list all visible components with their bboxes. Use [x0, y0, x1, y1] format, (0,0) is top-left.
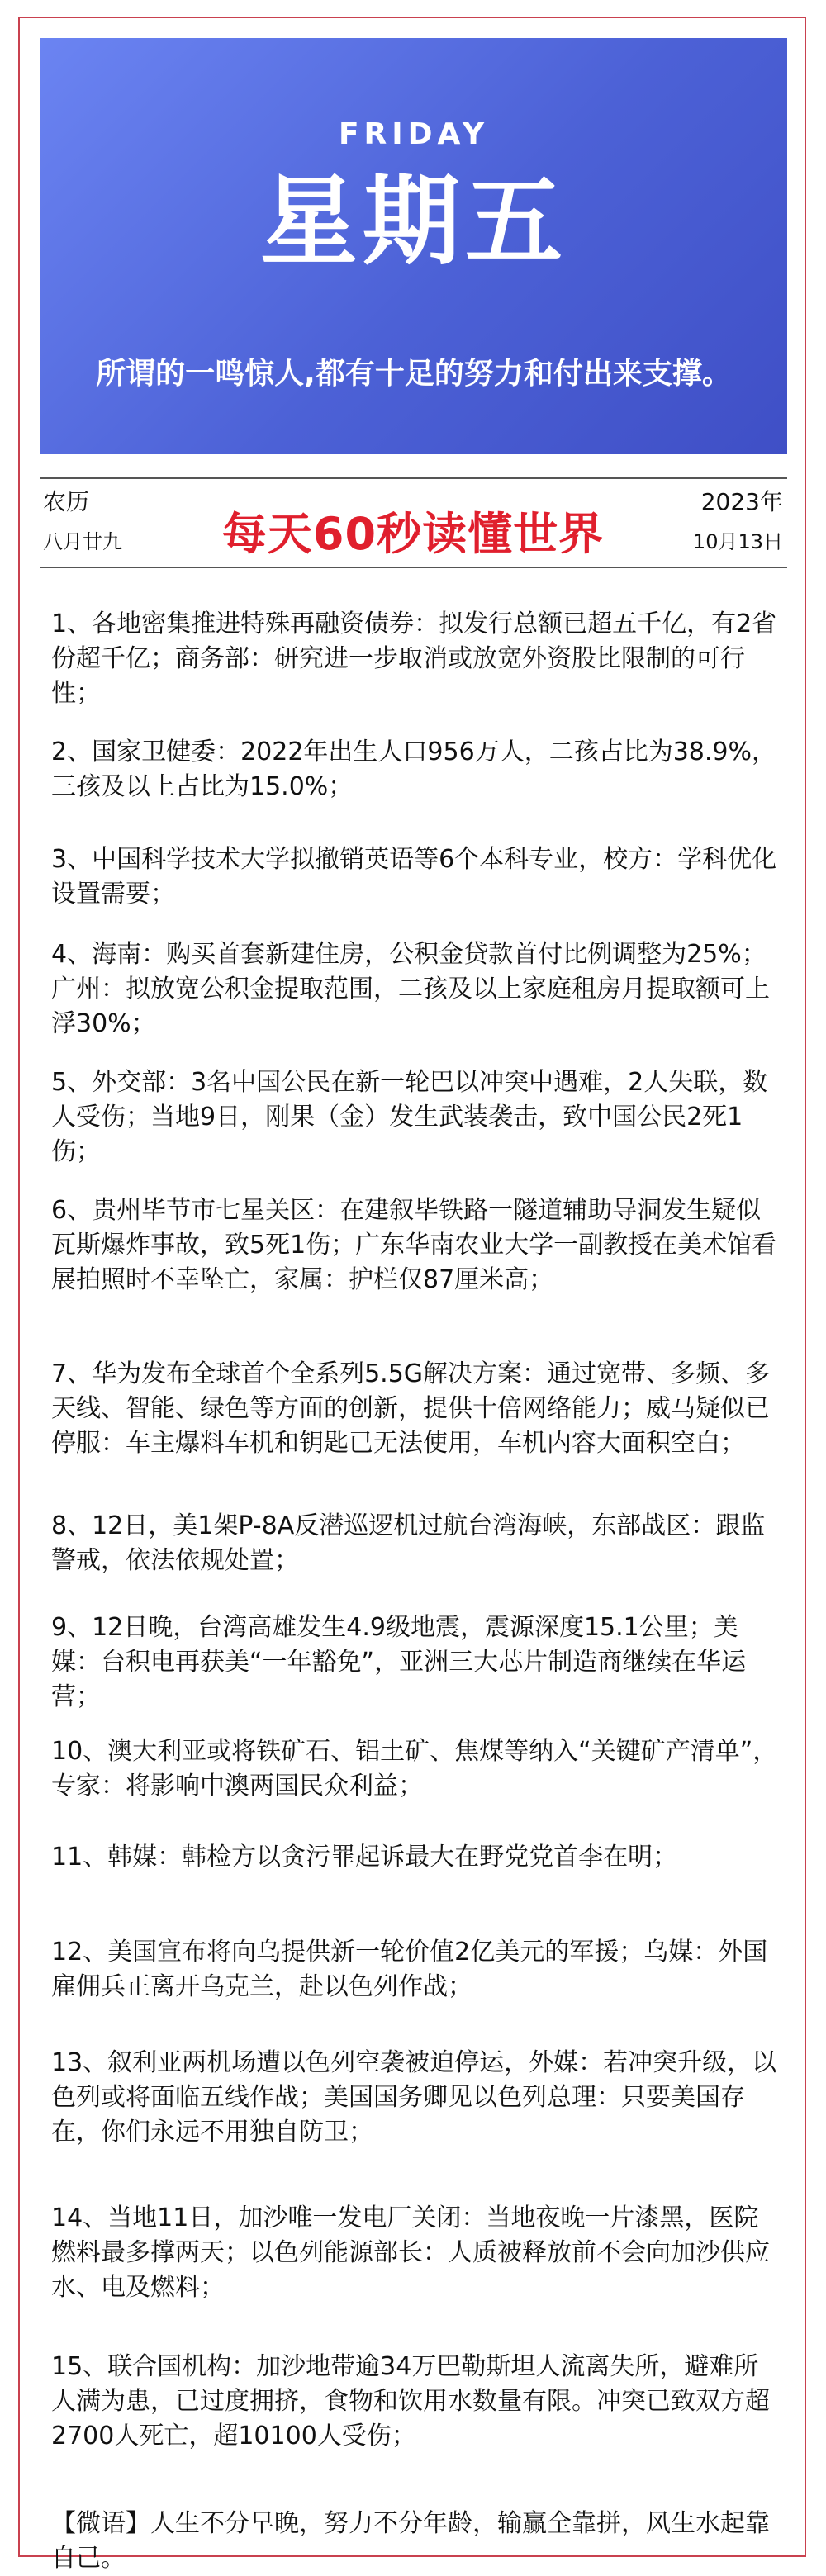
news-item: 3、中国科学技术大学拟撤销英语等6个本科专业，校方：学科优化设置需要；: [51, 845, 777, 908]
month-day: 10月13日: [692, 530, 783, 553]
news-item: 10、澳大利亚或将铁矿石、铝土矿、焦煤等纳入“关键矿产清单”，专家：将影响中澳两国民众利益；: [51, 1737, 778, 1800]
lunar-label: 农历: [43, 488, 90, 515]
news-item: 15、联合国机构：加沙地带逾34万巴勒斯坦人流离失所，避难所人满为患，已过度拥挤，食物和饮用水数量有限。冲突已致双方超2700人死亡，超10100人受伤；: [51, 2352, 770, 2450]
news-item: 8、12日，美1架P-8A反潜巡逻机过航台湾海峡，东部战区：跟监警戒，依法依规处置；: [51, 1511, 766, 1575]
news-item: 13、叙利亚两机场遭以色列空袭被迫停运，外媒：若冲突升级，以色列或将面临五线作战；美国国务卿见以色列总理：只要美国存在，你们永远不用独自防卫；: [51, 2048, 777, 2147]
news-item: 9、12日晚，台湾高雄发生4.9级地震，震源深度15.1公里；美媒：台积电再获美“一年豁免”，亚洲三大芯片制造商继续在华运营；: [51, 1613, 747, 1711]
news-item: 7、华为发布全球首个全系列5.5G解决方案：通过宽带、多频、多天线、智能、绿色等方面的创新，提供十倍网络能力；威马疑似已停服：车主爆料车机和钥匙已无法使用，车机内容大面积空白；: [51, 1359, 771, 1458]
year: 2023年: [700, 488, 783, 515]
divider-bottom: [40, 567, 787, 568]
news-item: 12、美国宣布将向乌提供新一轮价值2亿美元的军援；乌媒：外国雇佣兵正离开乌克兰，赴以色列作战；: [51, 1938, 768, 2001]
weekday-chinese: 星期五: [259, 164, 567, 278]
news-item: 2、国家卫健委：2022年出生人口956万人，二孩占比为38.9%，三孩及以上占比为15.0%；: [51, 738, 776, 801]
motto: 所谓的一鸣惊人,都有十足的努力和付出来支撑。: [96, 357, 732, 391]
lunar-date: 八月廿九: [43, 530, 122, 553]
news-item: 1、各地密集推进特殊再融资债券：拟发行总额已超五千亿，有2省份超千亿；商务部：研究进一步取消或放宽外资股比限制的可行性；: [51, 610, 777, 708]
news-item: 5、外交部：3名中国公民在新一轮巴以冲突中遇难，2人失联，数人受伤；当地9日，刚果（金）发生武装袭击，致中国公民2死1伤；: [51, 1068, 768, 1166]
page-title: 每天60秒读懂世界: [221, 508, 605, 560]
news-item: 11、韩媒：韩检方以贪污罪起诉最大在野党党首李在明；: [51, 1843, 678, 1872]
hero-banner: [40, 38, 787, 454]
closing-quote: 【微语】人生不分早晚，努力不分年龄，输赢全靠拼，风生水起靠自己。: [51, 2509, 770, 2573]
news-item: 6、贵州毕节市七星关区：在建叙毕铁路一隧道辅助导洞发生疑似瓦斯爆炸事故，致5死1伤；广东华南农业大学一副教授在美术馆看展拍照时不幸坠亡，家属：护栏仅87厘米高；: [51, 1196, 777, 1294]
news-item: 14、当地11日，加沙唯一发电厂关闭：当地夜晚一片漆黑，医院燃料最多撑两天；以色列能源部长：人质被释放前不会向加沙供应水、电及燃料；: [51, 2204, 770, 2302]
divider-top: [40, 477, 787, 479]
weekday-english: FRIDAY: [338, 117, 490, 151]
news-item: 4、海南：购买首套新建住房，公积金贷款首付比例调整为25%；广州：拟放宽公积金提取范围，二孩及以上家庭租房月提取额可上浮30%；: [51, 940, 770, 1038]
